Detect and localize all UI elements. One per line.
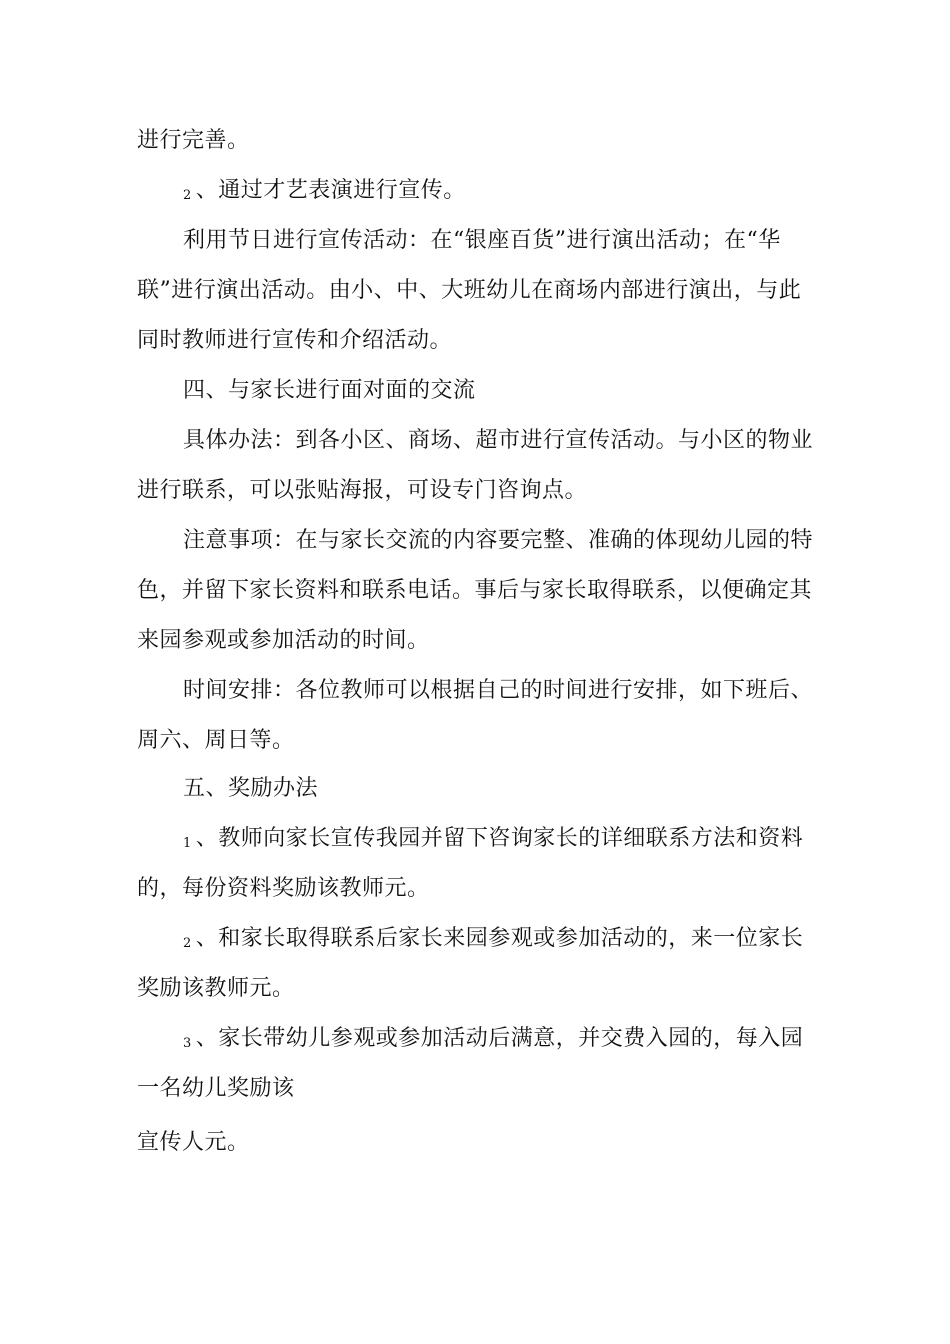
text-line: 进行联系，可以张贴海报，可设专门咨询点。 [137, 478, 588, 503]
list-item: 1 、教师向家长宣传我园并留下咨询家长的详细联系方法和资料 [183, 826, 804, 851]
list-item: 3 、家长带幼儿参观或参加活动后满意，并交费入园的，每入园 [183, 1026, 804, 1051]
text-line: 具体办法：到各小区、商场、超市进行宣传活动。与小区的物业 [183, 428, 814, 453]
text-line: 时间安排：各位教师可以根据自己的时间进行安排，如下班后、 [183, 678, 814, 703]
item-number: 2 [183, 936, 192, 951]
text-line: 一名幼儿奖励该 [137, 1076, 295, 1101]
text-line: 进行完善。 [137, 128, 250, 153]
item-number: 2 [183, 188, 192, 203]
text-line: 色，并留下家长资料和联系电话。事后与家长取得联系，以便确定其 [137, 578, 813, 603]
text-line: 的，每份资料奖励该教师元。 [137, 876, 430, 901]
item-number: 3 [183, 1036, 192, 1051]
text-line: 注意事项：在与家长交流的内容要完整、准确的体现幼儿园的特 [183, 528, 814, 553]
text-line: 宣传人元。 [137, 1130, 250, 1155]
text-line: 同时教师进行宣传和介绍活动。 [137, 328, 453, 353]
text-line: 来园参观或参加活动的时间。 [137, 628, 430, 653]
section-heading: 五、奖励办法 [183, 776, 319, 801]
list-item: 2 、通过才艺表演进行宣传。 [183, 178, 466, 203]
list-item: 2 、和家长取得联系后家长来园参观或参加活动的，来一位家长 [183, 926, 804, 951]
text-line: 奖励该教师元。 [137, 976, 295, 1001]
item-number: 1 [183, 836, 192, 851]
section-heading: 四、与家长进行面对面的交流 [183, 378, 476, 403]
text-line: 周六、周日等。 [137, 728, 295, 753]
text-line: 利用节日进行宣传活动：在“银座百货”进行演出活动；在“华 [183, 228, 781, 253]
text-line: 联”进行演出活动。由小、中、大班幼儿在商场内部进行演出，与此 [137, 278, 802, 303]
